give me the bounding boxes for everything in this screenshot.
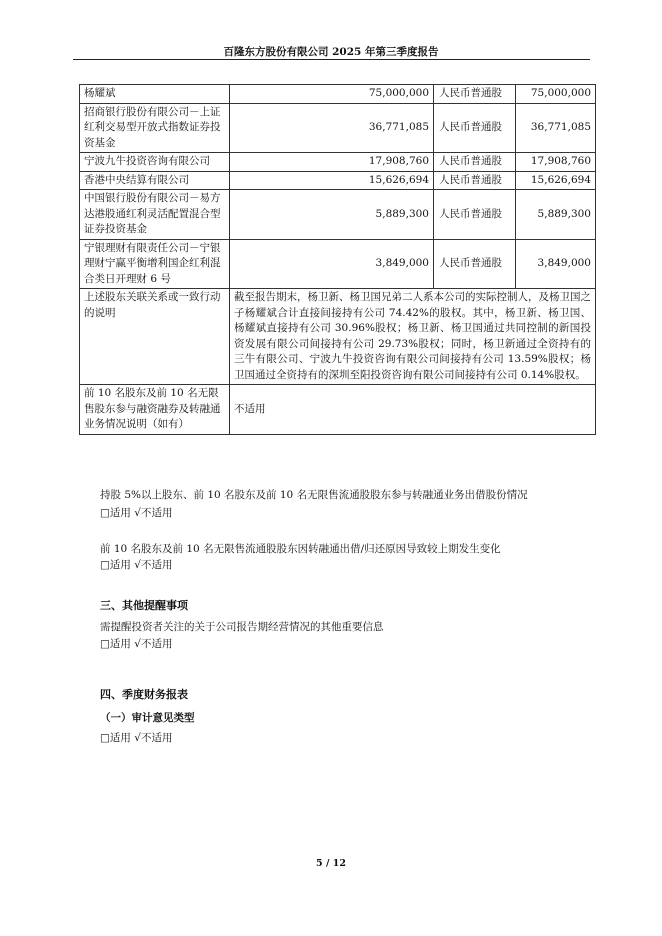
page-header-title: 百隆东方股份有限公司 2025 年第三季度报告 — [223, 46, 439, 58]
shareholder-name: 中国银行股份有限公司－易方达港股通红利灵活配置混合型证券投资基金 — [80, 190, 230, 240]
table-row — [80, 153, 596, 172]
table-row-margin — [80, 385, 596, 435]
share-type: 人民币普通股 — [434, 171, 516, 190]
table-row — [80, 239, 596, 289]
share-count: 3,849,000 — [516, 239, 596, 289]
share-count: 5,889,300 — [516, 190, 596, 240]
audit-heading: （一）审计意见类型 — [100, 712, 195, 724]
relation-text: 截至报告期末，杨卫新、杨卫国兄弟二人系本公司的实际控制人，及杨卫国之子杨耀斌合计直接间接持有公司 74.42%的股权。其中，杨卫新、杨卫国、杨耀斌直接持有公司 30.96%股权；杨卫新、杨卫国通过共同控制的新国投资发展有限公司间接持有公司 29.73%股权；同时，杨卫新通过全资持有的三牛有限公司、宁波九牛投资咨询有限公司间接持有公司 13.59%股权；杨卫国通过全资持有的深圳至阳投资咨询有限公司间接持有公司 0.14%股权。 — [230, 289, 596, 385]
shareholder-name: 宁波九牛投资咨询有限公司 — [80, 153, 230, 172]
shares-held: 36,771,085 — [230, 103, 434, 153]
table-row — [80, 171, 596, 190]
share-count: 17,908,760 — [516, 153, 596, 172]
share-count: 75,000,000 — [516, 85, 596, 104]
audit-choice: □适用 √不适用 — [100, 732, 173, 744]
shares-held: 17,908,760 — [230, 153, 434, 172]
margin-text: 不适用 — [230, 385, 596, 435]
header-rule — [73, 59, 590, 60]
change-choice: □适用 √不适用 — [100, 559, 173, 571]
margin-label: 前 10 名股东及前 10 名无限售股东参与融资融券及转融通业务情况说明（如有） — [80, 385, 230, 435]
shareholder-name: 招商银行股份有限公司－上证红利交易型开放式指数证券投资基金 — [80, 103, 230, 153]
shareholder-name: 杨耀斌 — [80, 85, 230, 104]
share-type: 人民币普通股 — [434, 103, 516, 153]
shares-held: 15,626,694 — [230, 171, 434, 190]
other-heading: 三、其他提醒事项 — [100, 599, 188, 612]
table-row-relation — [80, 289, 596, 385]
relation-label: 上述股东关联关系或一致行动的说明 — [80, 289, 230, 385]
shares-held: 3,849,000 — [230, 239, 434, 289]
share-type: 人民币普通股 — [434, 85, 516, 104]
shares-held: 5,889,300 — [230, 190, 434, 240]
share-count: 15,626,694 — [516, 171, 596, 190]
change-title: 前 10 名股东及前 10 名无限售流通股股东因转融通出借/归还原因导致较上期发生变化 — [100, 543, 501, 555]
table-row — [80, 190, 596, 240]
lending-choice: □适用 √不适用 — [100, 507, 173, 519]
shareholders-table — [79, 84, 596, 435]
other-choice: □适用 √不适用 — [100, 638, 173, 650]
page-number: 5 / 12 — [316, 858, 346, 869]
shares-held: 75,000,000 — [230, 85, 434, 104]
table-row — [80, 103, 596, 153]
shareholder-name: 香港中央结算有限公司 — [80, 171, 230, 190]
table-row — [80, 85, 596, 104]
shareholder-name: 宁银理财有限责任公司－宁银理财宁赢平衡增利国企红利混合类日开理财 6 号 — [80, 239, 230, 289]
share-type: 人民币普通股 — [434, 190, 516, 240]
lending-title: 持股 5%以上股东、前 10 名股东及前 10 名无限售流通股股东参与转融通业务出借股份情况 — [100, 489, 528, 501]
other-text: 需提醒投资者关注的关于公司报告期经营情况的其他重要信息 — [100, 621, 384, 633]
share-type: 人民币普通股 — [434, 239, 516, 289]
share-count: 36,771,085 — [516, 103, 596, 153]
financial-heading: 四、季度财务报表 — [100, 688, 188, 701]
share-type: 人民币普通股 — [434, 153, 516, 172]
